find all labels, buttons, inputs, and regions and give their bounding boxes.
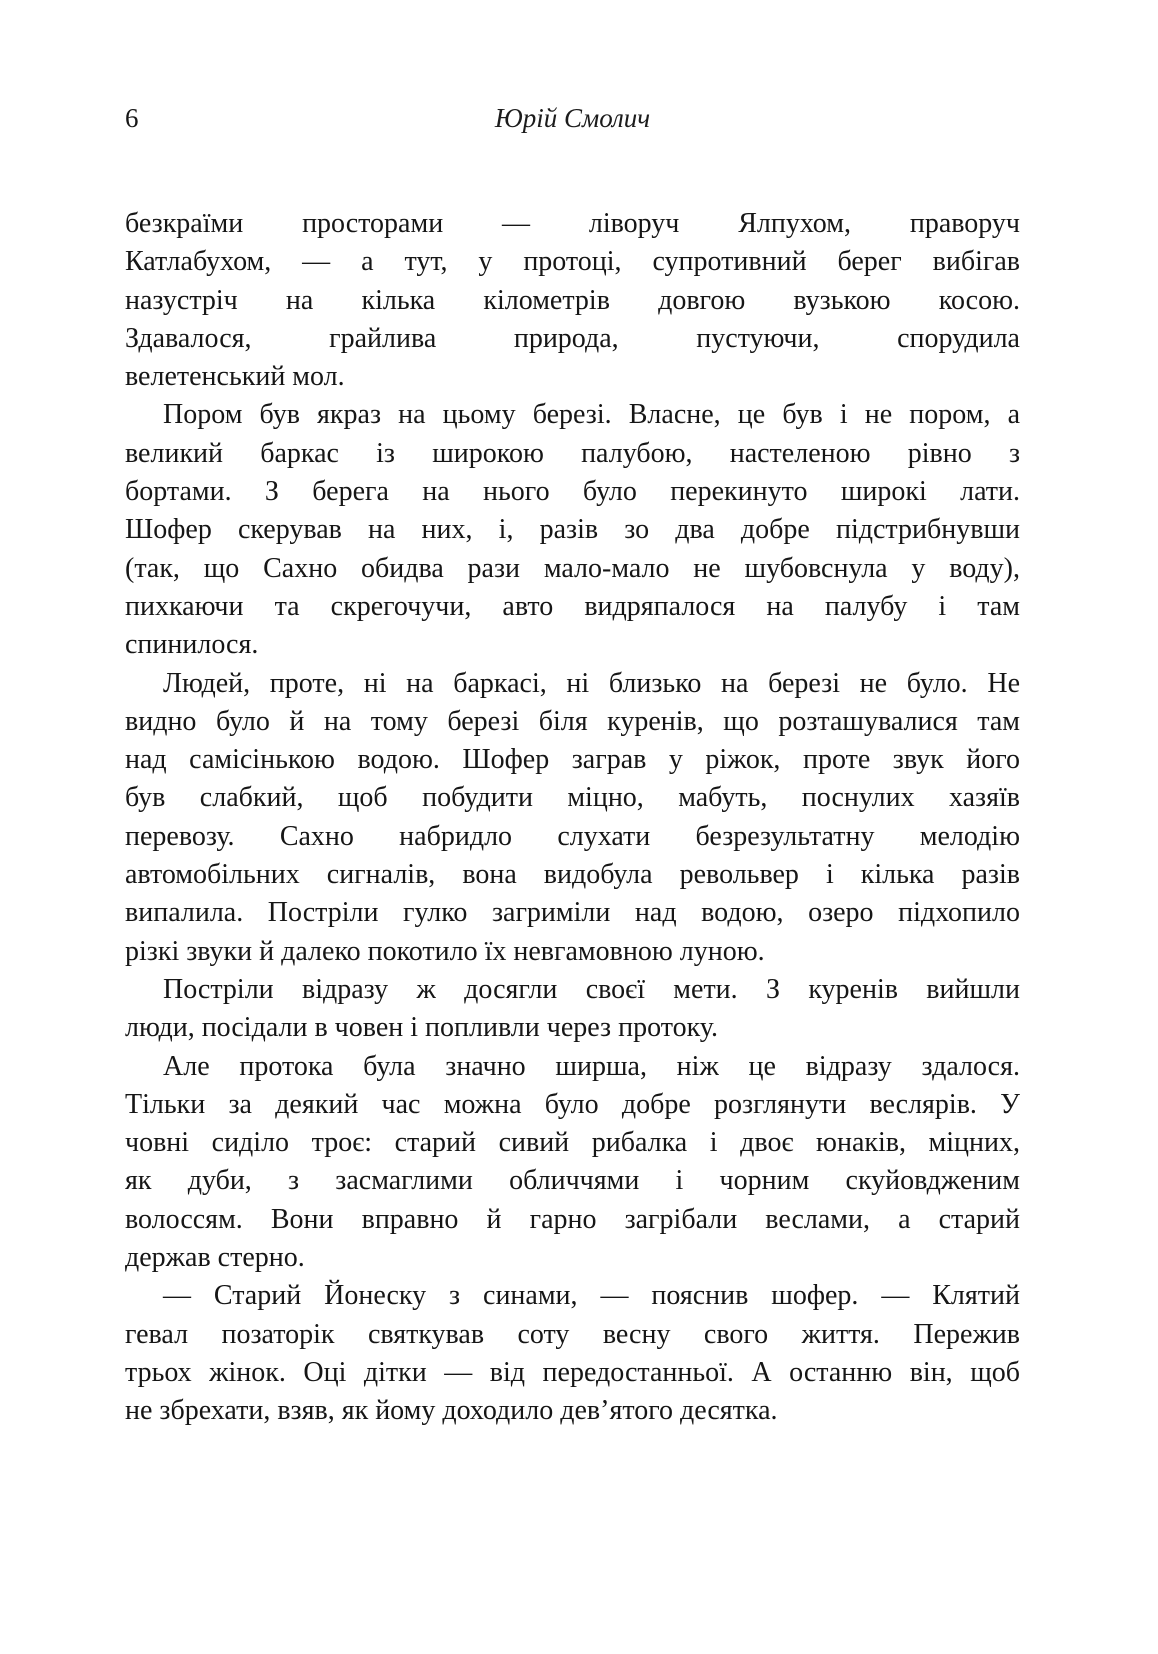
- text-line: Тільки за деякий час можна було добре розглянути веслярів. У: [125, 1088, 1020, 1120]
- page-header: [125, 100, 1020, 136]
- text-line: (так, що Сахно обидва рази мало-мало не шубовснула у воду),: [125, 552, 1020, 584]
- running-header: Юрій Смолич: [494, 103, 651, 133]
- text-line: Пором був якраз на цьому березі. Власне, це був і не пором, а: [163, 399, 1020, 431]
- text-line: спинилося.: [125, 629, 259, 661]
- text-line: люди, посідали в човен і попливли через протоку.: [125, 1012, 718, 1044]
- text-line: перевозу. Сахно набридло слухати безрезультатну мелодію: [125, 820, 1020, 852]
- text-line: автомобільних сигналів, вона видобула револьвер і кілька разів: [125, 859, 1020, 891]
- text-line: Людей, проте, ні на баркасі, ні близько на березі не було. Не: [163, 667, 1020, 699]
- text-line: човні сиділо троє: старий сивий рибалка і двоє юнаків, міцних,: [125, 1127, 1020, 1159]
- text-line: випалила. Постріли гулко загриміли над водою, озеро підхопило: [125, 897, 1020, 929]
- text-line: Здавалося, грайлива природа, пустуючи, спорудила: [125, 322, 1020, 354]
- text-line: не збрехати, взяв, як йому доходило дев’ятого десятка.: [125, 1395, 778, 1427]
- text-line: Постріли відразу ж досягли своєї мети. З куренів вийшли: [163, 973, 1020, 1005]
- text-body: [125, 205, 1020, 1431]
- text-line: велетенський мол.: [125, 361, 345, 393]
- text-line: держав стерно.: [125, 1242, 305, 1274]
- text-line: гевал позаторік святкував соту весну свого життя. Пережив: [125, 1318, 1020, 1350]
- text-line: бортами. З берега на нього було перекинуто широкі лати.: [125, 476, 1020, 508]
- text-line: Шофер скерував на них, і, разів зо два добре підстрибнувши: [125, 514, 1020, 546]
- text-line: різкі звуки й далеко покотило їх невгамовною луною.: [125, 935, 765, 967]
- text-line: пихкаючи та скрегочучи, авто видряпалося на палубу і там: [125, 590, 1020, 622]
- text-line: видно було й на тому березі біля куренів, що розташувалися там: [125, 705, 1020, 737]
- page-number: 6: [125, 103, 139, 133]
- text-line: — Старий Йонеску з синами, — пояснив шофер. — Клятий: [163, 1280, 1020, 1312]
- text-line: назустріч на кілька кілометрів довгою вузькою косою.: [125, 284, 1020, 316]
- text-line: був слабкий, щоб побудити міцно, мабуть, поснулих хазяїв: [125, 782, 1020, 814]
- text-line: як дуби, з засмаглими обличчями і чорним скуйовдженим: [125, 1165, 1020, 1197]
- text-line: безкраїми просторами — ліворуч Ялпухом, праворуч: [125, 208, 1020, 239]
- text-line: над самісінькою водою. Шофер заграв у ріжок, проте звук його: [125, 744, 1020, 776]
- text-line: Але протока була значно ширша, ніж це відразу здалося.: [163, 1050, 1020, 1082]
- text-line: Катлабухом, — а тут, у протоці, супротивний берег вибігав: [125, 246, 1020, 278]
- text-line: трьох жінок. Оці дітки — від передостанньої. А останню він, щоб: [125, 1356, 1020, 1388]
- text-line: великий баркас із широкою палубою, настеленою рівно з: [125, 437, 1020, 469]
- text-line: волоссям. Вони вправно й гарно загрібали веслами, а старий: [125, 1203, 1020, 1235]
